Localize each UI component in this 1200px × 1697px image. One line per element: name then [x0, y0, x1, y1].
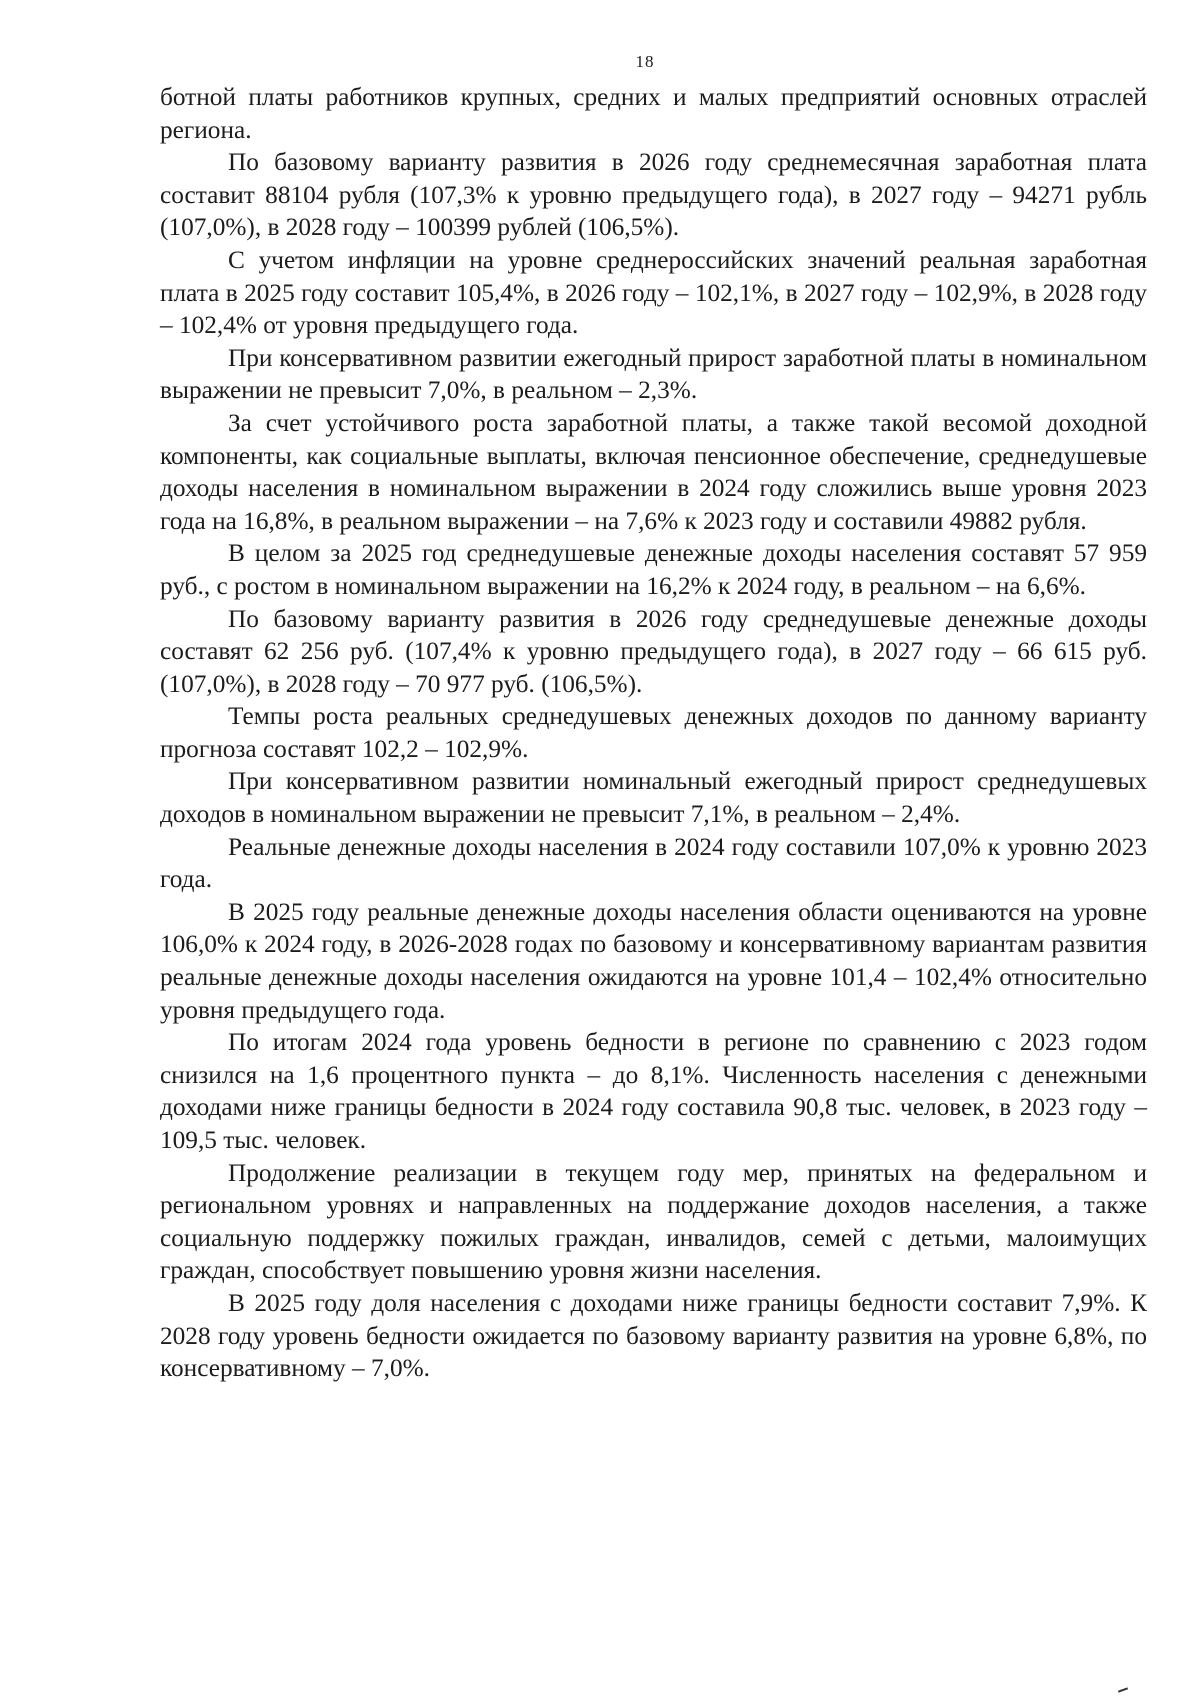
paragraph-income-2025: В целом за 2025 год среднедушевые денежные доходы населения составят 57 959 руб., с ростом в номинальном выражении на 16,2% к 2024 году, в реальном – на 6,6%.	[160, 539, 1147, 600]
scan-mark	[1118, 1687, 1128, 1692]
paragraph-conservative-income: При консервативном развитии номинальный ежегодный прирост среднедушевых доходов в номинальном выражении не превысит 7,1%, в реальном – 2,4%.	[160, 767, 1147, 829]
paragraph-real-income-2025: В 2025 году реальные денежные доходы населения области оцениваются на уровне 106,0% к 2024 году, в 2026-2028 годах по базовому и консервативному вариантам развития реальные денежные доходы населения ожидаются на уровне 101,4 – 102,4% относительно уровня предыдущего года.	[160, 897, 1147, 1024]
paragraph-poverty-forecast: В 2025 году доля населения с доходами ниже границы бедности составит 7,9%. К 2028 году уровень бедности ожидается по базовому варианту развития на уровне 6,8%, по консервативному – 7,0%.	[160, 1288, 1147, 1383]
paragraph-real-wage: С учетом инфляции на уровне среднероссийских значений реальная заработная плата в 2025 году составит 105,4%, в 2026 году – 102,1%, в 2027 году – 102,9%, в 2028 году – 102,4% от уровня предыдущего года.	[160, 245, 1147, 340]
paragraph-support-measures: Продолжение реализации в текущем году мер, принятых на федеральном и региональном уровнях и направленных на поддержание доходов населения, а также социальную поддержку пожилых граждан, инвалидов, семей с детьми, малоимущих граждан, способствует повышению уровня жизни населения.	[160, 1158, 1147, 1285]
paragraph-real-income-2024: Реальные денежные доходы населения в 2024 году составили 107,0% к уровню 2023 года.	[160, 832, 1147, 894]
paragraph-conservative-wage: При консервативном развитии ежегодный прирост заработной платы в номинальном выражении не превысит 7,0%, в реальном – 2,3%.	[160, 343, 1147, 405]
paragraph-income-2024: За счет устойчивого роста заработной платы, а также такой весомой доходной компоненты, как социальные выплаты, включая пенсионное обеспечение, среднедушевые доходы населения в номинальном выражении в 2024 году сложились выше уровня 2023 года на 16,8%, в реальном выражении – на 7,6% к 2023 году и составили 49882 рубля.	[160, 408, 1147, 535]
paragraph-continuation: ботной платы работников крупных, средних и малых предприятий основных отраслей региона.	[160, 83, 1147, 144]
page-number: 18	[635, 52, 655, 71]
paragraph-base-wage-forecast: По базовому варианту развития в 2026 году среднемесячная заработная плата составит 88104 рубля (107,3% к уровню предыдущего года), в 2027 году – 94271 рубль (107,0%), в 2028 году – 100399 рублей (106,5%).	[160, 148, 1147, 242]
paragraph-base-income-forecast: По базовому варианту развития в 2026 году среднедушевые денежные доходы составят 62 256 руб. (107,4% к уровню предыдущего года), в 2027 году – 66 615 руб. (107,0%), в 2028 году – 70 977 руб. (106,5%).	[160, 604, 1147, 698]
paragraph-real-income-growth: Темпы роста реальных среднедушевых денежных доходов по данному варианту прогноза составят 102,2 – 102,9%.	[160, 702, 1147, 763]
paragraph-poverty-2024: По итогам 2024 года уровень бедности в регионе по сравнению с 2023 годом снизился на 1,6 процентного пункта – до 8,1%. Численность населения с денежными доходами ниже границы бедности в 2024 году составила 90,8 тыс. человек, в 2023 году – 109,5 тыс. человек.	[160, 1028, 1147, 1154]
document-body	[160, 81, 1147, 1385]
